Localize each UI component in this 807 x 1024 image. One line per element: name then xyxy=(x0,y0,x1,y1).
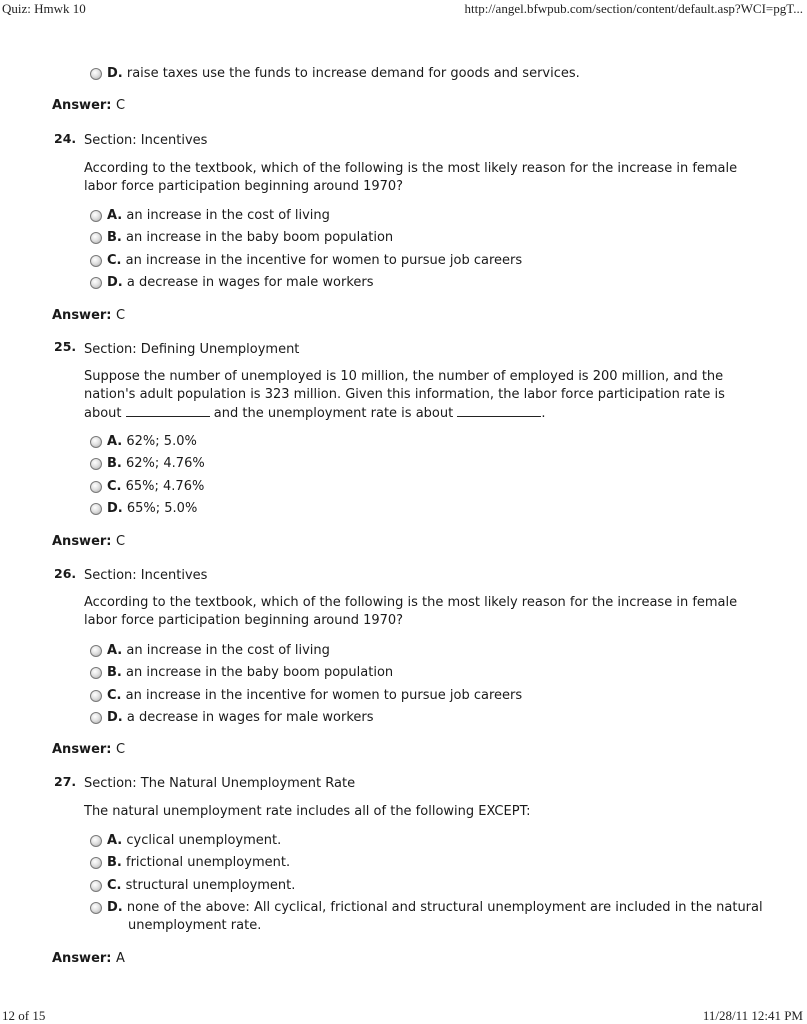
option-text: structural unemployment. xyxy=(125,877,296,893)
print-timestamp: 11/28/11 12:41 PM xyxy=(702,1008,803,1023)
radio-button-icon[interactable] xyxy=(90,902,102,914)
option-text: cyclical unemployment. xyxy=(126,833,282,848)
question-text-part: Suppose the number of unemployed is 10 million, the number of employed is 200 million, and the nation's adult population is 323 million. Given this information, the labor force participation rate is about xyxy=(84,369,725,421)
previous-question-options xyxy=(90,65,580,87)
option-c[interactable] xyxy=(90,687,522,709)
print-footer xyxy=(0,1008,807,1024)
radio-button-icon[interactable] xyxy=(90,645,102,657)
option-letter: A. xyxy=(107,208,123,223)
option-a[interactable] xyxy=(90,642,522,664)
radio-button-icon[interactable] xyxy=(90,277,102,289)
option-text: none of the above: All cyclical, frictional and structural unemployment are included in the natural unemployment rate. xyxy=(126,900,763,934)
answer-line xyxy=(52,308,125,323)
answer-line xyxy=(52,742,125,757)
option-a[interactable] xyxy=(90,832,788,854)
option-b[interactable] xyxy=(90,854,788,876)
answer-value: C xyxy=(116,742,126,757)
question-number: 25. xyxy=(54,339,77,354)
option-c[interactable] xyxy=(90,478,205,500)
question-text: According to the textbook, which of the following is the most likely reason for the increase in female labor force participation beginning around 1970? xyxy=(84,161,738,194)
answer-value: C xyxy=(116,534,126,549)
answer-value: C xyxy=(116,98,126,113)
option-b[interactable] xyxy=(90,229,522,251)
answer-value: A xyxy=(116,951,125,966)
option-b[interactable] xyxy=(90,664,522,686)
question-text xyxy=(84,368,764,423)
option-letter: D. xyxy=(107,501,123,517)
option-text: 65%; 4.76% xyxy=(125,478,205,494)
option-letter: A. xyxy=(107,833,123,848)
question-text-part: . xyxy=(541,406,546,421)
question-section: Section: The Natural Unemployment Rate xyxy=(84,776,356,791)
option-text: 62%; 5.0% xyxy=(126,434,197,449)
option-c[interactable] xyxy=(90,252,522,274)
answer-label: Answer: xyxy=(52,742,112,757)
radio-button-icon[interactable] xyxy=(90,880,102,892)
option-text: 65%; 5.0% xyxy=(126,501,198,517)
answer-line xyxy=(52,951,125,966)
option-letter: B. xyxy=(107,855,122,871)
option-letter: C. xyxy=(107,877,122,893)
option-text: an increase in the cost of living xyxy=(126,208,330,223)
radio-button-icon[interactable] xyxy=(90,68,102,80)
page-count: 12 of 15 xyxy=(2,1008,46,1023)
print-header xyxy=(0,1,807,17)
option-a[interactable] xyxy=(90,433,205,455)
option-d[interactable] xyxy=(90,709,522,731)
option-a[interactable] xyxy=(90,207,522,229)
radio-button-icon[interactable] xyxy=(90,503,102,515)
option-letter: D. xyxy=(107,900,123,916)
option-letter: C. xyxy=(107,687,122,703)
option-letter: D. xyxy=(107,275,123,291)
option-b[interactable] xyxy=(90,455,205,477)
question-section: Section: Incentives xyxy=(84,133,208,148)
option-letter: C. xyxy=(107,252,122,268)
option-text: an increase in the baby boom population xyxy=(126,665,394,681)
answer-blank xyxy=(126,404,210,417)
option-letter: B. xyxy=(107,665,122,681)
page-title: Quiz: Hmwk 10 xyxy=(2,1,86,16)
option-letter: B. xyxy=(107,456,122,472)
option-letter: A. xyxy=(107,434,123,449)
option-letter: B. xyxy=(107,230,122,246)
radio-button-icon[interactable] xyxy=(90,690,102,702)
option-text: an increase in the baby boom population xyxy=(126,230,394,246)
answer-blank xyxy=(457,404,541,417)
option-text: frictional unemployment. xyxy=(126,855,291,871)
option-text: a decrease in wages for male workers xyxy=(126,710,374,726)
radio-button-icon[interactable] xyxy=(90,436,102,448)
option-text: 62%; 4.76% xyxy=(126,456,205,472)
option-c[interactable] xyxy=(90,877,788,899)
question-section: Section: Incentives xyxy=(84,568,208,583)
radio-button-icon[interactable] xyxy=(90,232,102,244)
option-text: an increase in the incentive for women to pursue job careers xyxy=(125,687,523,703)
option-d[interactable] xyxy=(90,899,788,935)
question-text: The natural unemployment rate includes all of the following EXCEPT: xyxy=(84,804,531,819)
radio-button-icon[interactable] xyxy=(90,210,102,222)
question-options xyxy=(90,642,522,732)
question-section: Section: Defining Unemployment xyxy=(84,342,300,357)
option-d[interactable] xyxy=(90,65,580,87)
answer-line xyxy=(52,534,125,549)
radio-button-icon[interactable] xyxy=(90,667,102,679)
radio-button-icon[interactable] xyxy=(90,458,102,470)
question-number: 26. xyxy=(54,566,77,581)
option-text: an increase in the incentive for women to pursue job careers xyxy=(125,252,523,268)
question-text: According to the textbook, which of the following is the most likely reason for the increase in female labor force participation beginning around 1970? xyxy=(84,595,738,628)
option-letter: D. xyxy=(107,710,123,726)
question-text-part: and the unemployment rate is about xyxy=(213,406,454,421)
option-letter: A. xyxy=(107,643,123,658)
answer-label: Answer: xyxy=(52,951,112,966)
radio-button-icon[interactable] xyxy=(90,255,102,267)
answer-line xyxy=(52,98,125,113)
radio-button-icon[interactable] xyxy=(90,481,102,493)
option-letter: D. xyxy=(107,66,123,81)
radio-button-icon[interactable] xyxy=(90,835,102,847)
answer-label: Answer: xyxy=(52,98,112,113)
radio-button-icon[interactable] xyxy=(90,712,102,724)
question-options xyxy=(90,207,522,297)
option-d[interactable] xyxy=(90,274,522,296)
answer-value: C xyxy=(116,308,126,323)
question-number: 24. xyxy=(54,131,77,146)
answer-label: Answer: xyxy=(52,534,112,549)
answer-label: Answer: xyxy=(52,308,112,323)
question-options xyxy=(90,433,205,523)
option-text: raise taxes use the funds to increase demand for goods and services. xyxy=(126,66,580,81)
page-url: http://angel.bfwpub.com/section/content/default.asp?WCI=pgT... xyxy=(464,1,803,16)
option-text: a decrease in wages for male workers xyxy=(126,275,374,291)
radio-button-icon[interactable] xyxy=(90,857,102,869)
option-d[interactable] xyxy=(90,500,205,522)
question-options xyxy=(90,832,788,935)
option-letter: C. xyxy=(107,478,122,494)
option-text: an increase in the cost of living xyxy=(126,643,330,658)
question-number: 27. xyxy=(54,774,77,789)
